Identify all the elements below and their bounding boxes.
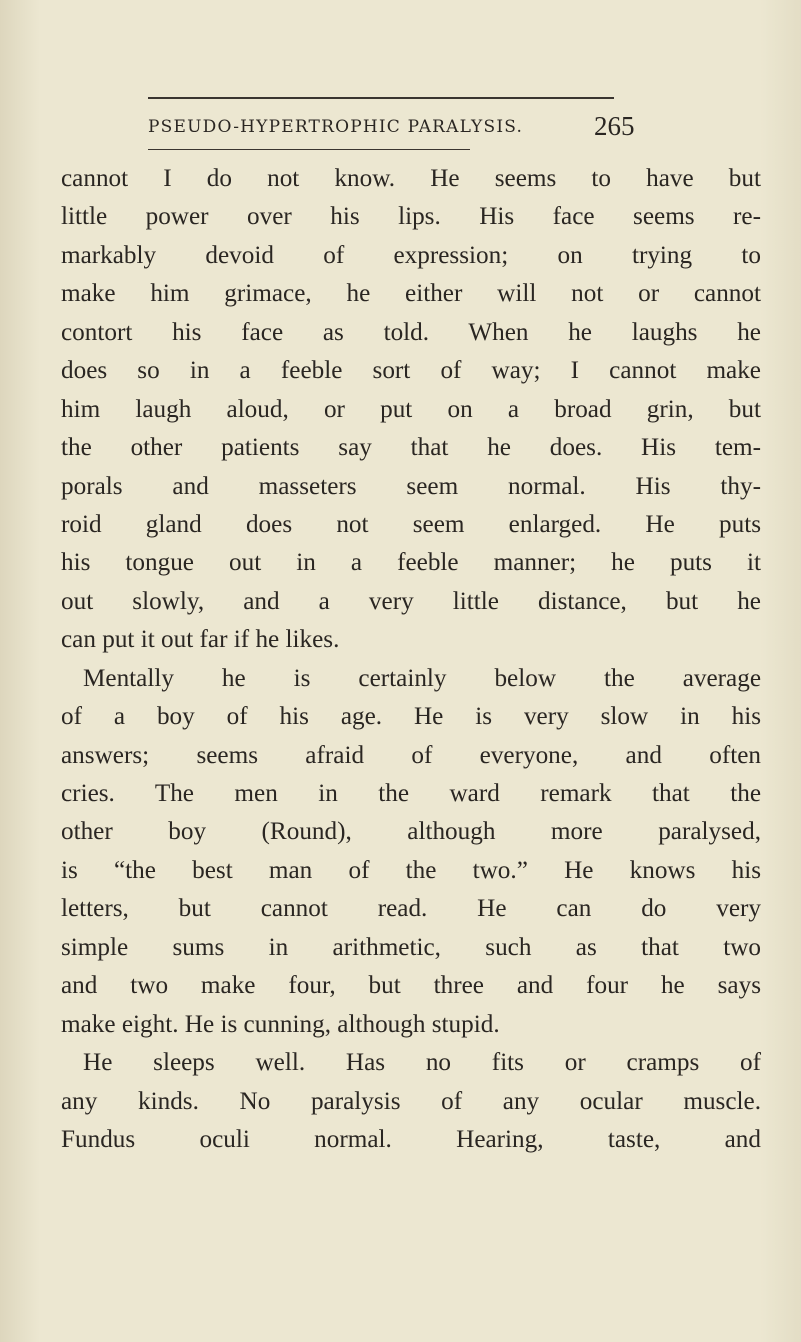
text-line: contort his face as told. When he laughs he bbox=[61, 318, 761, 346]
text-line: his tongue out in a feeble manner; he puts it bbox=[61, 549, 761, 577]
running-title: PSEUDO-HYPERTROPHIC PARALYSIS. bbox=[148, 117, 524, 137]
text-line: markably devoid of expression; on trying to bbox=[61, 241, 761, 269]
text-line: cries. The men in the ward remark that the bbox=[61, 780, 761, 807]
head-rule bbox=[148, 149, 470, 150]
text-line: out slowly, and a very little distance, but he bbox=[61, 587, 761, 615]
text-line: little power over his lips. His face seems re- bbox=[61, 203, 761, 231]
text-line: Fundus oculi normal. Hearing, taste, and bbox=[61, 1125, 761, 1153]
running-head bbox=[148, 111, 635, 147]
top-rule bbox=[148, 97, 614, 99]
text-line: roid gland does not seem enlarged. He puts bbox=[61, 510, 761, 538]
text-line: does so in a feeble sort of way; I cannot make bbox=[61, 357, 761, 385]
text-line: make eight. He is cunning, although stupid. bbox=[61, 1010, 500, 1038]
text-line: porals and masseters seem normal. His thy- bbox=[61, 472, 761, 500]
body-text bbox=[61, 160, 761, 1159]
text-line: He sleeps well. Has no fits or cramps of bbox=[83, 1049, 761, 1077]
text-line: make him grimace, he either will not or cannot bbox=[61, 280, 761, 308]
text-line: any kinds. No paralysis of any ocular muscle. bbox=[61, 1087, 761, 1115]
text-line: is “the best man of the two.” He knows his bbox=[61, 856, 761, 884]
text-line: of a boy of his age. He is very slow in his bbox=[61, 703, 761, 731]
text-line: him laugh aloud, or put on a broad grin, but bbox=[61, 395, 761, 423]
text-line: and two make four, but three and four he says bbox=[61, 972, 761, 1000]
text-line: simple sums in arithmetic, such as that two bbox=[61, 933, 761, 961]
text-line: can put it out far if he likes. bbox=[61, 626, 340, 654]
text-line: the other patients say that he does. His tem- bbox=[61, 434, 761, 462]
text-line: Mentally he is certainly below the average bbox=[83, 664, 761, 692]
text-line: letters, but cannot read. He can do very bbox=[61, 895, 761, 923]
page-number: 265 bbox=[594, 111, 635, 141]
text-line: cannot I do not know. He seems to have but bbox=[61, 165, 761, 192]
text-line: other boy (Round), although more paralysed, bbox=[61, 818, 761, 846]
text-line: answers; seems afraid of everyone, and often bbox=[61, 741, 761, 769]
